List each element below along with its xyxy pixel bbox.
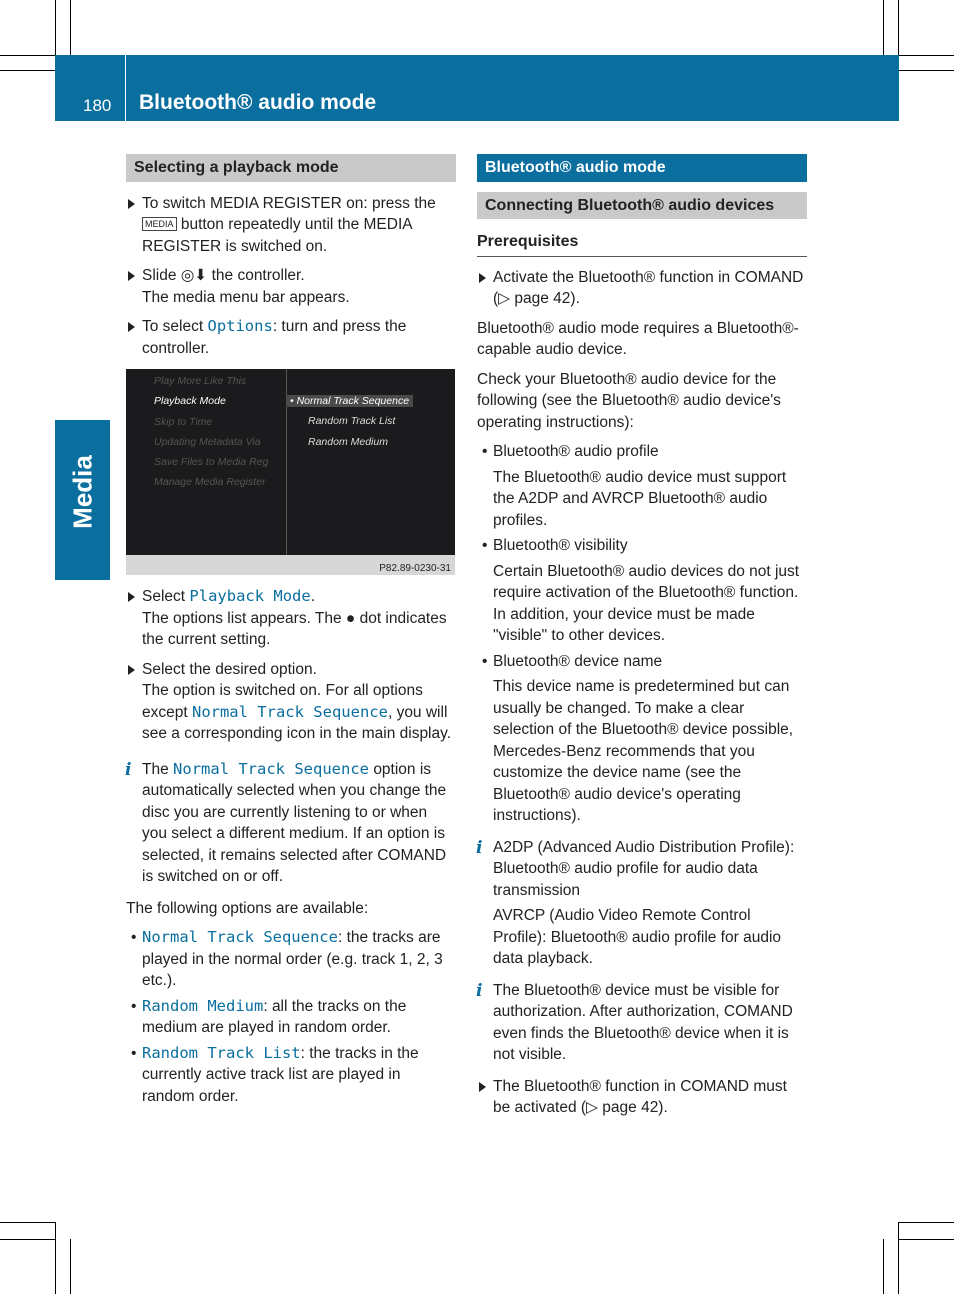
chapter-tab (55, 420, 110, 580)
page-number: 180 (83, 96, 112, 115)
crop-mark (55, 1222, 56, 1294)
crop-mark (883, 1239, 884, 1294)
prerequisites-heading: Prerequisites (477, 231, 807, 257)
instruction-step: To select Options: turn and press the controller. (126, 316, 456, 359)
info-note: i The Bluetooth® device must be visible for authorization. After authorization, COMAND even finds the Bluetooth® device when it is not visible. (476, 980, 793, 1063)
instruction-step: To switch MEDIA REGISTER on: press the MEDIA button repeatedly until the MEDIA REGISTER is switched on. (126, 193, 456, 258)
display-screenshot (126, 369, 455, 575)
crop-mark (0, 1239, 55, 1240)
option-list-item: • Random Medium: all the tracks on the medium are played in random order. (131, 996, 407, 1036)
crop-mark (0, 55, 55, 56)
arrow-icon (128, 199, 135, 209)
playback-mode-list: • Normal Track Sequence Random Track List Random Medium (286, 391, 413, 452)
arrow-icon (479, 273, 486, 283)
section-heading: Bluetooth® audio mode (477, 154, 807, 182)
info-icon: i (125, 759, 132, 780)
menu-item-ref: Normal Track Sequence (191, 702, 388, 721)
crop-mark (0, 1222, 55, 1223)
paragraph: Check your Bluetooth® audio device for the following (see the Bluetooth® audio device's operating instructions): (477, 370, 781, 431)
arrow-icon (479, 1082, 486, 1092)
image-reference: P82.89-0230-31 (379, 563, 451, 574)
crop-mark (883, 0, 884, 55)
page-title: Bluetooth® audio mode (139, 91, 377, 114)
instruction-step: Select the desired option. The option is switched on. For all options except Normal Track Sequence, you will see a corresponding icon in the main display. (126, 659, 456, 745)
right-column (477, 154, 807, 1127)
crop-mark (899, 55, 954, 56)
arrow-icon (128, 322, 135, 332)
page-header (55, 55, 899, 121)
crop-mark (70, 0, 71, 55)
media-button-icon: MEDIA (142, 217, 177, 231)
instruction-step: Select Playback Mode. The options list appears. The ● dot indicates the current setting. (126, 586, 456, 651)
info-icon: i (476, 980, 483, 1001)
header-divider (125, 55, 126, 121)
requirement-item: • Bluetooth® audio profile (477, 441, 807, 463)
requirement-text: Certain Bluetooth® audio devices do not just require activation of the Bluetooth® function. In addition, your device must be made "visible" to other devices. (493, 562, 800, 644)
instruction-step: Slide ◎⬇ the controller. The media menu bar appears. (126, 265, 456, 308)
crop-mark (899, 70, 954, 71)
crop-mark (55, 0, 56, 55)
info-note: i The Normal Track Sequence option is automatically selected when you change the disc you are currently listening to or when you select a different medium. If an option is selected, it remains selected after COMAND is switched on or off. (125, 759, 447, 885)
bullet-icon: • (482, 537, 488, 554)
chapter-tab-label: Media (67, 455, 97, 529)
crop-mark (0, 70, 55, 71)
arrow-icon (128, 271, 135, 281)
paragraph: Bluetooth® audio mode requires a Bluetooth®-capable audio device. (477, 319, 799, 358)
requirement-text: The Bluetooth® audio device must support the A2DP and AVRCP Bluetooth® audio profiles. (493, 468, 787, 529)
bullet-icon: • (131, 997, 137, 1015)
arrow-icon (128, 665, 135, 675)
options-intro: The following options are available: (126, 899, 369, 917)
bullet-icon: • (131, 929, 137, 946)
instruction-step: The Bluetooth® function in COMAND must be activated (▷ page 42). (477, 1076, 807, 1119)
instruction-step: Activate the Bluetooth® function in COMAND (▷ page 42). (477, 267, 807, 310)
arrow-icon (128, 592, 135, 602)
subsection-heading: Connecting Bluetooth® audio devices (477, 192, 807, 220)
menu-item-ref: Options (207, 317, 273, 335)
option-list-item: • Random Track List: the tracks in the currently active track list are played in random order. (131, 1043, 419, 1105)
section-heading: Selecting a playback mode (126, 154, 456, 182)
option-list-item: • Normal Track Sequence: the tracks are played in the normal order (e.g. track 1, 2, 3 etc.). (131, 928, 443, 989)
crop-mark (70, 1239, 71, 1294)
screen-caption-bar (126, 555, 455, 575)
menu-item-ref: Normal Track Sequence (173, 759, 369, 778)
options-menu-list: Play More Like This Playback Mode Skip to Time Updating Metadata Via Save Files to Media Reg Manage Media Register (154, 375, 269, 489)
bullet-icon: • (482, 443, 488, 460)
requirement-text: This device name is predetermined but can usually be changed. To make a clear selection of the Bluetooth® device possible, Mercedes-Benz recommends that you customize the device name (see the Bluetooth® audio device's operating instructions). (493, 678, 794, 824)
crop-mark (899, 1222, 954, 1223)
bullet-icon: • (482, 652, 488, 670)
menu-item-ref: Playback Mode (189, 587, 311, 605)
bullet-icon: • (131, 1044, 137, 1062)
info-icon: i (476, 837, 483, 858)
left-column (126, 154, 456, 1111)
crop-mark (898, 1222, 899, 1294)
info-note: i A2DP (Advanced Audio Distribution Profile): Bluetooth® audio profile for audio data transmission AVRCP (Audio Video Remote Control Profile): Bluetooth® audio profile for audio data playback. (476, 837, 795, 967)
crop-mark (899, 1239, 954, 1240)
requirement-item: • Bluetooth® visibility (477, 535, 807, 557)
requirement-item: • Bluetooth® device name (477, 651, 807, 673)
crop-mark (898, 0, 899, 55)
